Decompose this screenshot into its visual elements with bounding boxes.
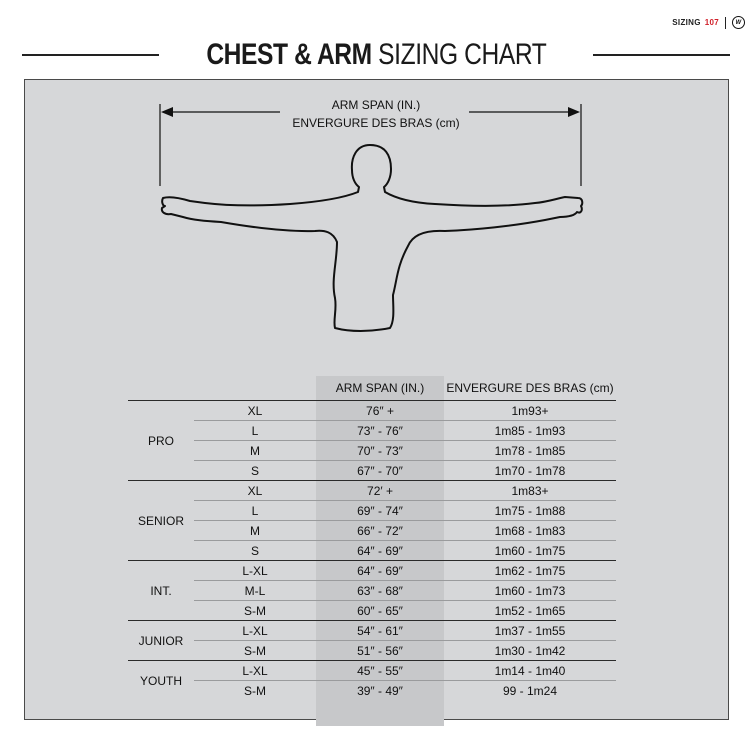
inches-cell: 72′ +: [316, 481, 444, 501]
spacer-cell: [128, 700, 194, 726]
size-cell: L-XL: [194, 661, 316, 681]
spacer-cell: [444, 700, 616, 726]
category-junior: JUNIOR: [128, 621, 194, 661]
cm-cell: 1m37 - 1m55: [444, 621, 616, 641]
inches-cell: 67″ - 70″: [316, 461, 444, 481]
cm-cell: 1m68 - 1m83: [444, 521, 616, 541]
header-category: [128, 376, 194, 401]
table-row: [128, 441, 616, 461]
table-row: [128, 621, 616, 641]
chart-panel: [24, 79, 729, 720]
brand-logo-icon: W: [732, 16, 745, 29]
title-strong: CHEST & ARM: [205, 38, 372, 71]
size-cell: S-M: [194, 601, 316, 621]
page-title: [198, 38, 554, 72]
inches-cell: 60″ - 65″: [316, 601, 444, 621]
cm-cell: 1m83+: [444, 481, 616, 501]
size-cell: S: [194, 461, 316, 481]
inches-cell: 73″ - 76″: [316, 421, 444, 441]
size-cell: L-XL: [194, 621, 316, 641]
spacer-cell: [316, 700, 444, 726]
inches-cell: 76″ +: [316, 401, 444, 421]
table-footer-spacer: [128, 700, 616, 726]
cm-cell: 1m85 - 1m93: [444, 421, 616, 441]
inches-cell: 63″ - 68″: [316, 581, 444, 601]
size-cell: M: [194, 441, 316, 461]
size-cell: L: [194, 501, 316, 521]
table-row: [128, 461, 616, 481]
inches-cell: 54″ - 61″: [316, 621, 444, 641]
table-row: [128, 501, 616, 521]
cm-cell: 1m93+: [444, 401, 616, 421]
category-int: INT.: [128, 561, 194, 621]
table-row: [128, 421, 616, 441]
page-number: 107: [704, 18, 719, 27]
table-row: [128, 641, 616, 661]
cm-cell: 1m30 - 1m42: [444, 641, 616, 661]
table-header-row: [128, 376, 616, 401]
table-row: [128, 561, 616, 581]
cm-cell: 1m60 - 1m73: [444, 581, 616, 601]
inches-cell: 64″ - 69″: [316, 541, 444, 561]
arm-span-label: [261, 96, 491, 132]
table-row: [128, 681, 616, 701]
cm-cell: 99 - 1m24: [444, 681, 616, 701]
header-arm-span-in: ARM SPAN (IN.): [316, 376, 444, 401]
page-tag: [672, 16, 745, 29]
size-cell: L: [194, 421, 316, 441]
cm-cell: 1m75 - 1m88: [444, 501, 616, 521]
category-youth: YOUTH: [128, 661, 194, 701]
cm-cell: 1m14 - 1m40: [444, 661, 616, 681]
table-row: [128, 521, 616, 541]
category-pro: PRO: [128, 401, 194, 481]
arm-span-label-fr: ENVERGURE DES BRAS (cm): [292, 116, 460, 130]
table-row: [128, 541, 616, 561]
inches-cell: 51″ - 56″: [316, 641, 444, 661]
cm-cell: 1m60 - 1m75: [444, 541, 616, 561]
size-cell: XL: [194, 481, 316, 501]
table-row: [128, 581, 616, 601]
sizing-table: [128, 376, 616, 726]
size-cell: XL: [194, 401, 316, 421]
inches-cell: 66″ - 72″: [316, 521, 444, 541]
table-row: [128, 601, 616, 621]
size-cell: S-M: [194, 681, 316, 701]
size-cell: L-XL: [194, 561, 316, 581]
cm-cell: 1m52 - 1m65: [444, 601, 616, 621]
cm-cell: 1m62 - 1m75: [444, 561, 616, 581]
size-cell: S: [194, 541, 316, 561]
header-size: [194, 376, 316, 401]
inches-cell: 39″ - 49″: [316, 681, 444, 701]
title-row: [22, 38, 730, 72]
header-arm-span-cm: ENVERGURE DES BRAS (cm): [446, 381, 614, 395]
title-rule-left: [22, 54, 159, 56]
size-cell: M-L: [194, 581, 316, 601]
category-senior: SENIOR: [128, 481, 194, 561]
table-row: [128, 401, 616, 421]
inches-cell: 69″ - 74″: [316, 501, 444, 521]
human-silhouette-icon: [162, 145, 582, 331]
inches-cell: 70″ - 73″: [316, 441, 444, 461]
arm-span-label-en: ARM SPAN (IN.): [331, 98, 421, 112]
title-light: SIZING CHART: [377, 38, 547, 71]
table-row: [128, 481, 616, 501]
table-row: [128, 661, 616, 681]
size-cell: S-M: [194, 641, 316, 661]
cm-cell: 1m70 - 1m78: [444, 461, 616, 481]
tag-divider: [725, 17, 726, 29]
spacer-cell: [194, 700, 316, 726]
section-label: SIZING: [672, 18, 701, 27]
size-cell: M: [194, 521, 316, 541]
inches-cell: 64″ - 69″: [316, 561, 444, 581]
inches-cell: 45″ - 55″: [316, 661, 444, 681]
cm-cell: 1m78 - 1m85: [444, 441, 616, 461]
title-rule-right: [593, 54, 730, 56]
